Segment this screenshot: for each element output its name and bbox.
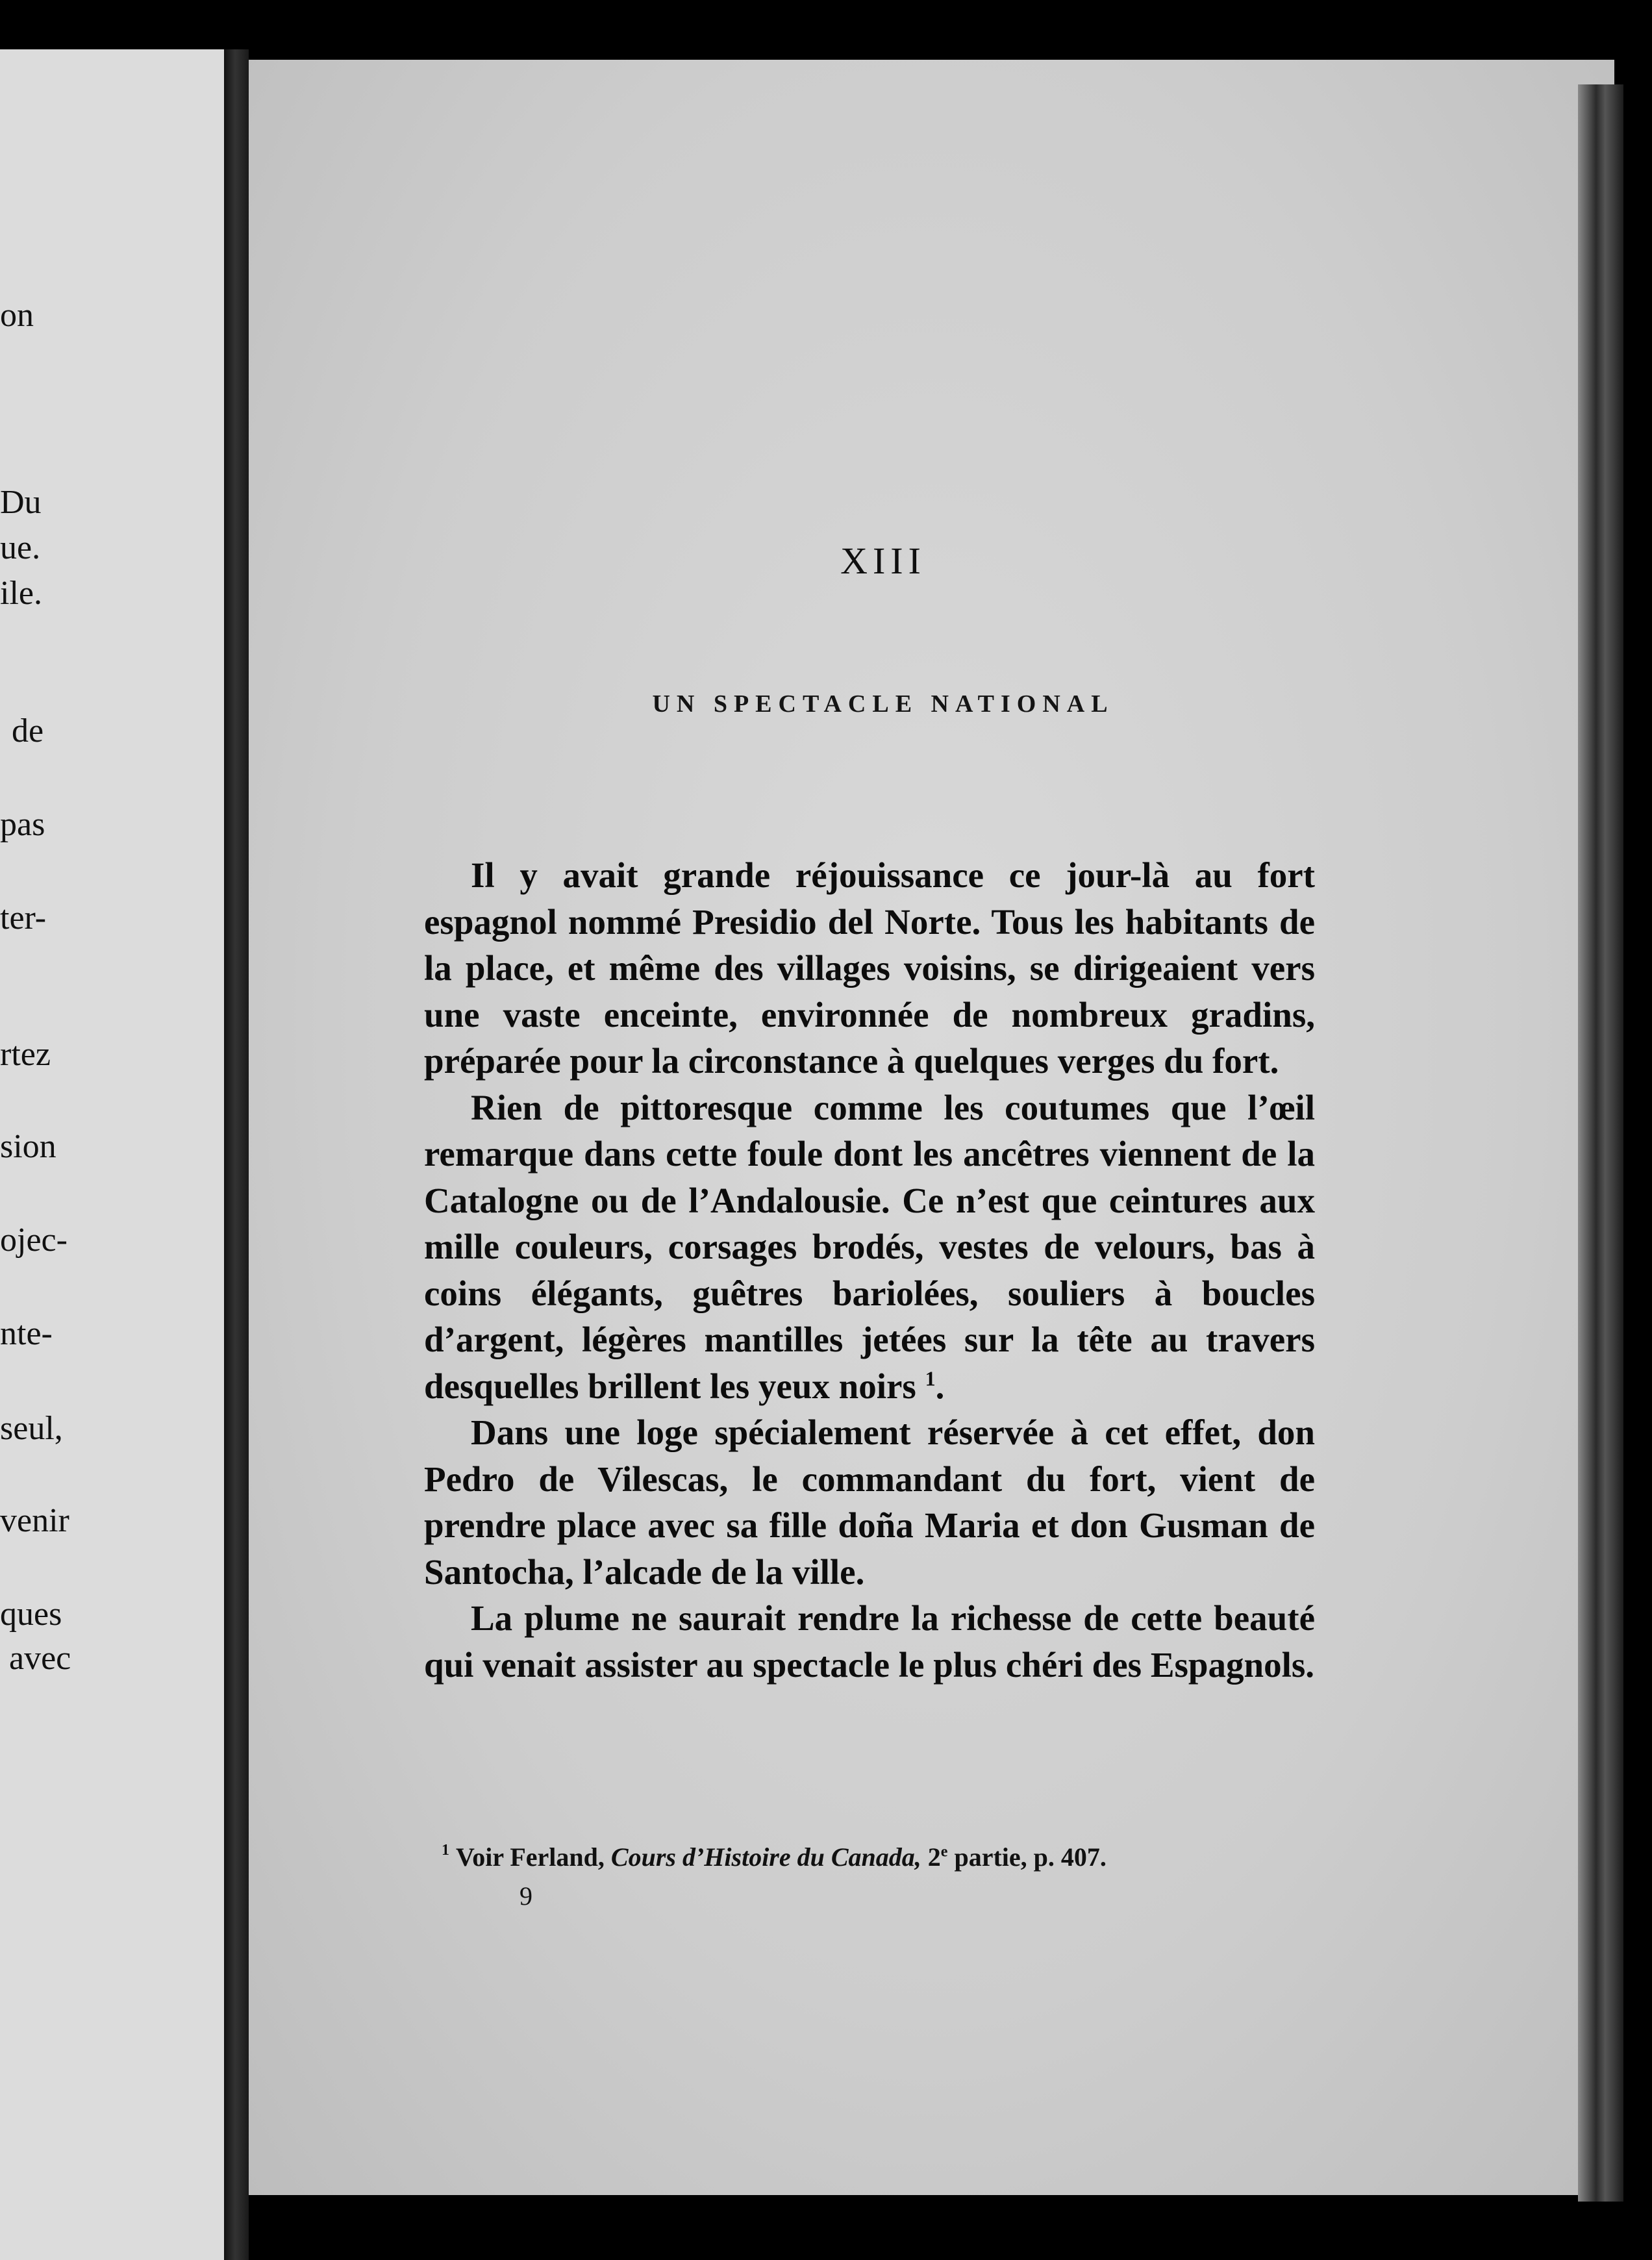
paragraph-text: Dans une loge spécialement réservée à cet effet, don Pedro de Vilescas, le commandant du fort, vient de prendre place avec sa fille doña Maria et don Gusman de Santocha, l’alcade de la ville. (424, 1412, 1315, 1592)
paragraph (424, 1409, 1315, 1595)
paragraph-end-punctuation: . (935, 1366, 945, 1406)
left-text-fragment: rtez (0, 1036, 51, 1073)
chapter-body (424, 852, 1315, 1688)
footnote-prefix: Voir Ferland, (456, 1842, 605, 1872)
paragraph (424, 1085, 1315, 1410)
paragraph-text: Il y avait grande réjouissance ce jour-là au fort espagnol nommé Presidio del Norte. Tous les habitants de la place, et même des villages voisins, se dirigeaient vers une vaste enceinte, environnée de nombreux gradins, préparée pour la circonstance à quelques verges du fort. (424, 855, 1315, 1081)
footnote-edition-sup: e (940, 1843, 948, 1861)
chapter-number: XIII (840, 540, 926, 582)
left-text-fragment: ojec- (0, 1222, 68, 1259)
paragraph (424, 852, 1315, 1085)
left-text-fragment: sion (0, 1128, 56, 1165)
footnote-suffix: partie, p. 407. (954, 1842, 1107, 1872)
page-edge (1578, 84, 1623, 2202)
previous-page-fragment (0, 49, 224, 2260)
chapter-title: UN SPECTACLE NATIONAL (652, 690, 1114, 718)
footnote-reference: 1 (925, 1366, 936, 1390)
left-text-fragment: Du (0, 484, 42, 521)
footnote-work-title: Cours d’Histoire du Canada, (610, 1842, 921, 1872)
left-text-fragment: nte- (0, 1315, 53, 1352)
left-text-fragment: ter- (0, 899, 47, 936)
paragraph-text: Rien de pittoresque comme les coutumes que l’œil remarque dans cette foule dont les ancêtres viennent de la Catalogne ou de l’Andalousie. Ce n’est que ceintures aux mille couleurs, corsages brodés, vestes de velours, bas à coins élégants, guêtres bariolées, souliers à boucles d’argent, légères mantilles jetées sur la tête au travers desquelles brillent les yeux noirs (424, 1087, 1315, 1406)
left-text-fragment: avec (9, 1640, 71, 1677)
footnote-marker: 1 (442, 1842, 449, 1859)
signature-mark: 9 (519, 1881, 532, 1911)
left-text-fragment: ile. (0, 575, 42, 612)
left-text-fragment: on (0, 297, 34, 334)
paragraph (424, 1595, 1315, 1688)
left-text-fragment: ques (0, 1596, 62, 1633)
left-text-fragment: ue. (0, 529, 41, 566)
footnote (442, 1842, 1286, 1872)
left-text-fragment: seul, (0, 1410, 63, 1447)
left-text-fragment: de (12, 712, 44, 749)
footnote-edition: 2 (927, 1842, 941, 1872)
paragraph-text: La plume ne saurait rendre la richesse de cette beauté qui venait assister au spectacle le plus chéri des Espagnols. (424, 1598, 1315, 1685)
left-text-fragment: venir (0, 1502, 69, 1539)
book-gutter (224, 49, 249, 2260)
left-text-fragment: pas (0, 806, 45, 843)
